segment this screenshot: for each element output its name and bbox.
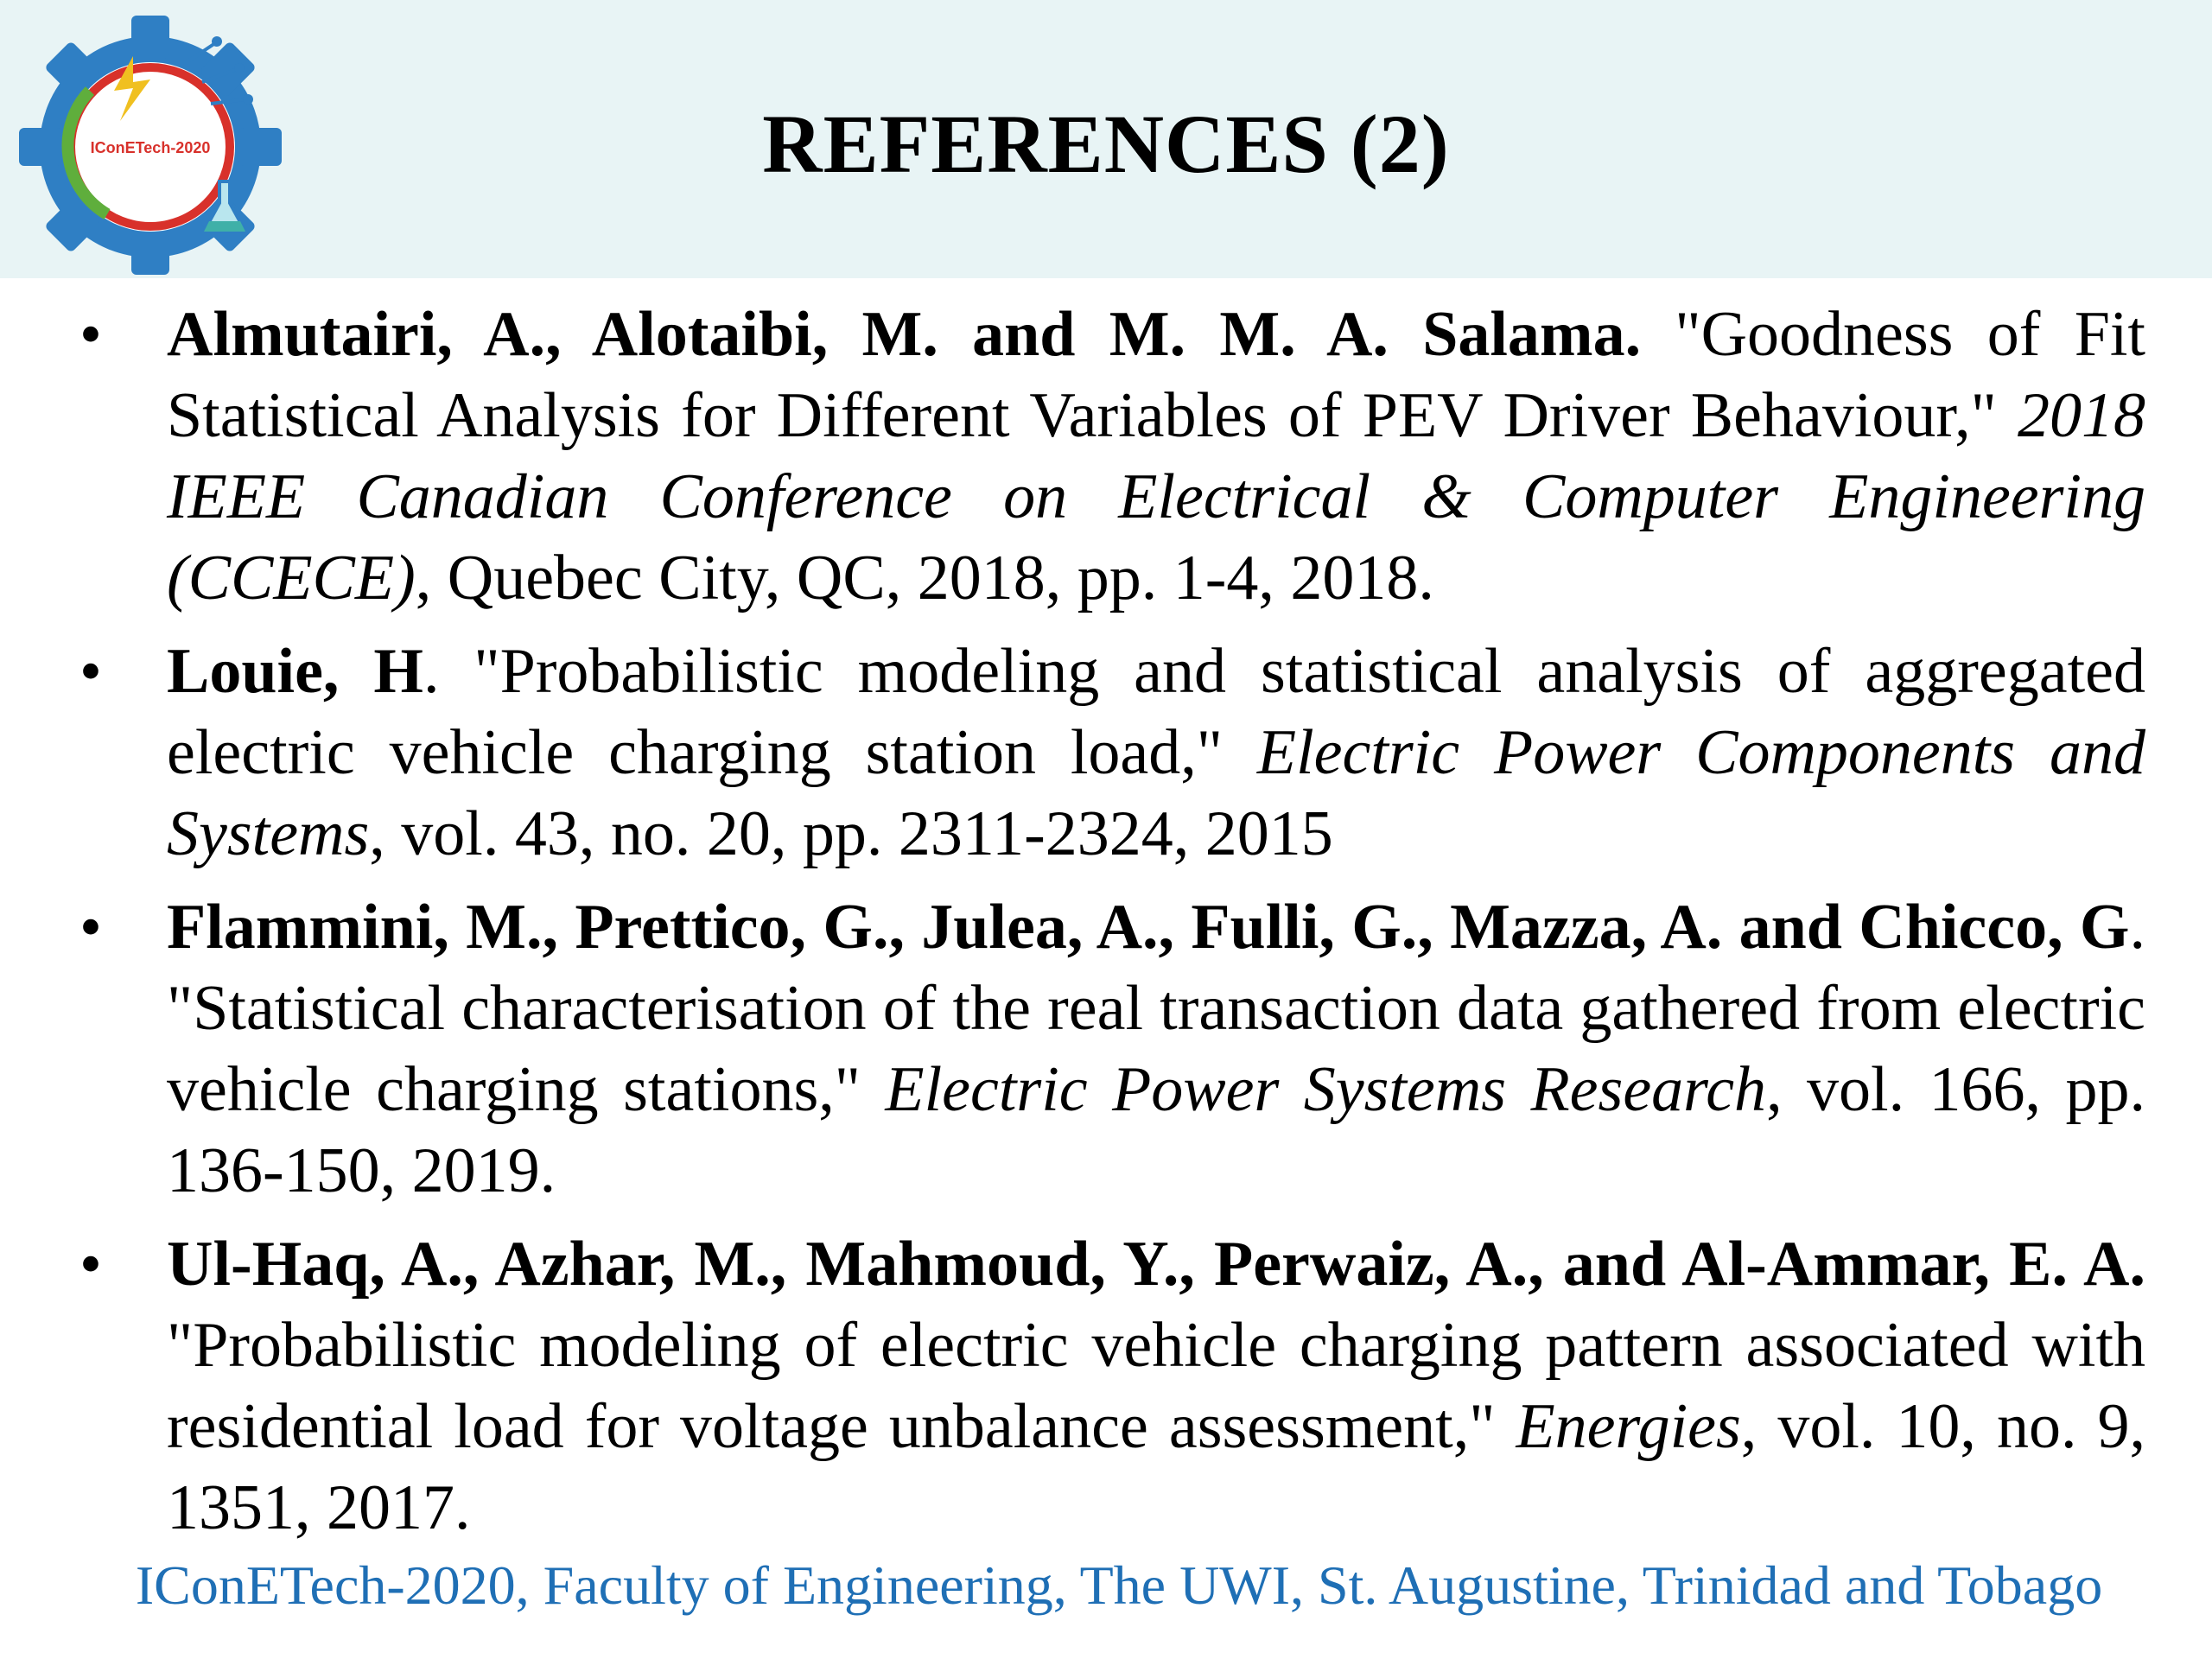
reference-item [0, 294, 2212, 619]
bullet: • [79, 1229, 102, 1300]
reference-item [0, 631, 2212, 874]
logo-label: IConETech-2020 [90, 139, 211, 156]
reference-venue: Energies [1516, 1391, 1741, 1462]
reference-venue: 2018 IEEE Canadian Conference on Electrical & Computer Engineering (CCECE) [167, 380, 2145, 613]
reference-text [167, 887, 2145, 1211]
reference-authors: Flammini, M., Prettico, G., Julea, A., Fulli, G., Mazza, A. and Chicco, G [167, 892, 2130, 963]
reference-authors: Almutairi, A., Alotaibi, M. and M. M. A. Salama. [167, 299, 1642, 370]
reference-details: , Quebec City, QC, 2018, pp. 1-4, 2018. [415, 543, 1434, 613]
reference-authors: Ul-Haq, A., Azhar, M., Mahmoud, Y., Perwaiz, A., and Al-Ammar, E. A. [167, 1229, 2145, 1300]
reference-item [0, 1224, 2212, 1548]
reference-title: "Goodness of Fit Statistical Analysis for Different Variables of PEV Driver Behaviour," [167, 299, 2145, 451]
bullet: • [79, 636, 102, 707]
reference-authors: Louie, H [167, 636, 423, 707]
slide-title: REFERENCES (2) [762, 98, 1450, 190]
slide-header [0, 0, 2212, 278]
reference-text [167, 631, 2145, 874]
reference-details: , vol. 166, pp. 136-150, 2019. [167, 1054, 2145, 1206]
slide-footer: IConETech-2020, Faculty of Engineering, The UWI, St. Augustine, Trinidad and Tobago [135, 1554, 2103, 1616]
reference-title: "Probabilistic modeling of electric vehicle charging pattern associated with residential load for voltage unbalance assessment," [167, 1310, 2145, 1462]
bullet: • [79, 892, 102, 963]
reference-list [0, 294, 2212, 1560]
reference-venue: Electric Power Components and Systems [167, 717, 2146, 869]
reference-text [167, 1224, 2145, 1548]
reference-details: , vol. 43, no. 20, pp. 2311-2324, 2015 [369, 798, 1333, 869]
reference-venue: Electric Power Systems Research [885, 1054, 1767, 1125]
reference-item [0, 887, 2212, 1211]
reference-title: . "Probabilistic modeling and statistical analysis of aggregated electric vehicle charging station load," [167, 636, 2145, 788]
bullet: • [79, 299, 102, 370]
reference-text [167, 294, 2145, 619]
reference-details: , vol. 10, no. 9, 1351, 2017. [167, 1391, 2146, 1543]
reference-title: . "Statistical characterisation of the real transaction data gathered from electric vehicle charging stations," [167, 892, 2145, 1125]
